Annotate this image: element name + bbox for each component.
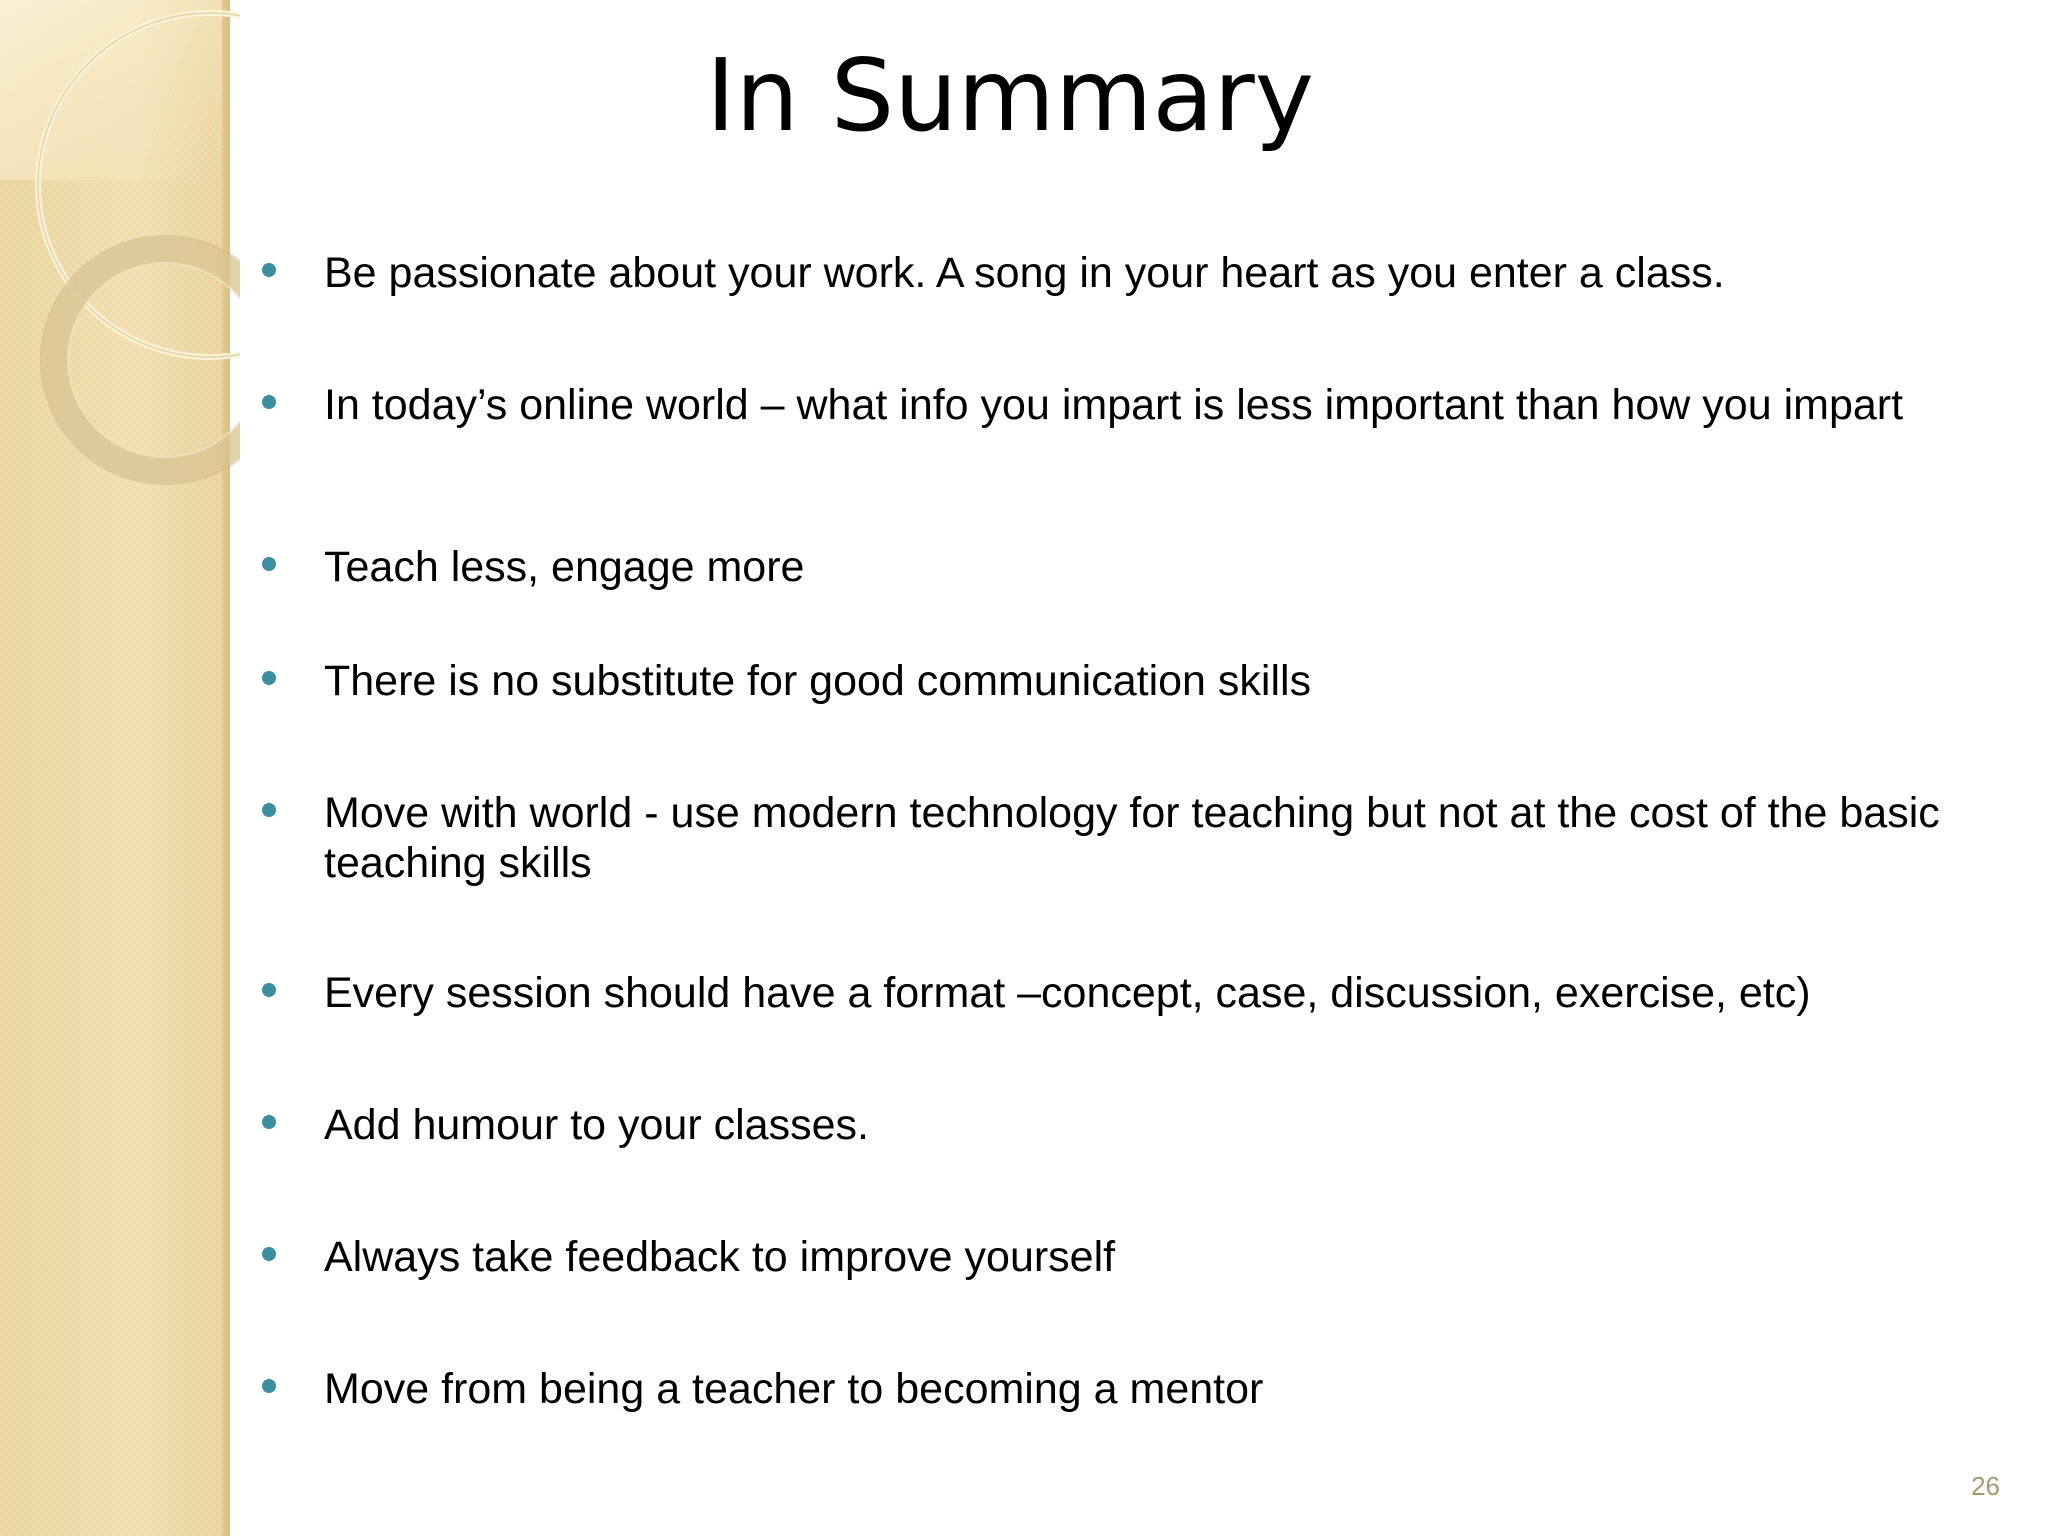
bullet-text: Move from being a teacher to becoming a mentor <box>324 1365 1264 1413</box>
bullet-dot-icon <box>262 263 276 277</box>
bullet-dot-icon <box>262 1247 276 1261</box>
bullet-dot-icon <box>262 671 276 685</box>
bullet-text: Move with world - use modern technology for teaching but not at the cost of the basic teaching skills <box>324 789 1940 887</box>
bullet-dot-icon <box>262 395 276 409</box>
bullet-text: Always take feedback to improve yourself <box>324 1233 1116 1281</box>
bullet-text: There is no substitute for good communication skills <box>324 657 1312 705</box>
bullet-text: Teach less, engage more <box>324 543 805 591</box>
bullet-dot-icon <box>262 557 276 571</box>
bullet-text: Be passionate about your work. A song in your heart as you enter a class. <box>324 249 1725 297</box>
bullet-dot-icon <box>262 1115 276 1129</box>
slide-title: In Summary <box>706 37 1314 154</box>
bullet-dot-icon <box>262 1379 276 1393</box>
bullet-text: Add humour to your classes. <box>324 1101 869 1149</box>
bullet-dot-icon <box>262 983 276 997</box>
page-number: 26 <box>1971 1471 2000 1501</box>
bullet-text: In today’s online world – what info you impart is less important than how you impart <box>324 381 1904 429</box>
decorative-rings <box>0 0 240 520</box>
bullet-dot-icon <box>262 803 276 817</box>
bullet-text: Every session should have a format –concept, case, discussion, exercise, etc) <box>324 969 1811 1017</box>
